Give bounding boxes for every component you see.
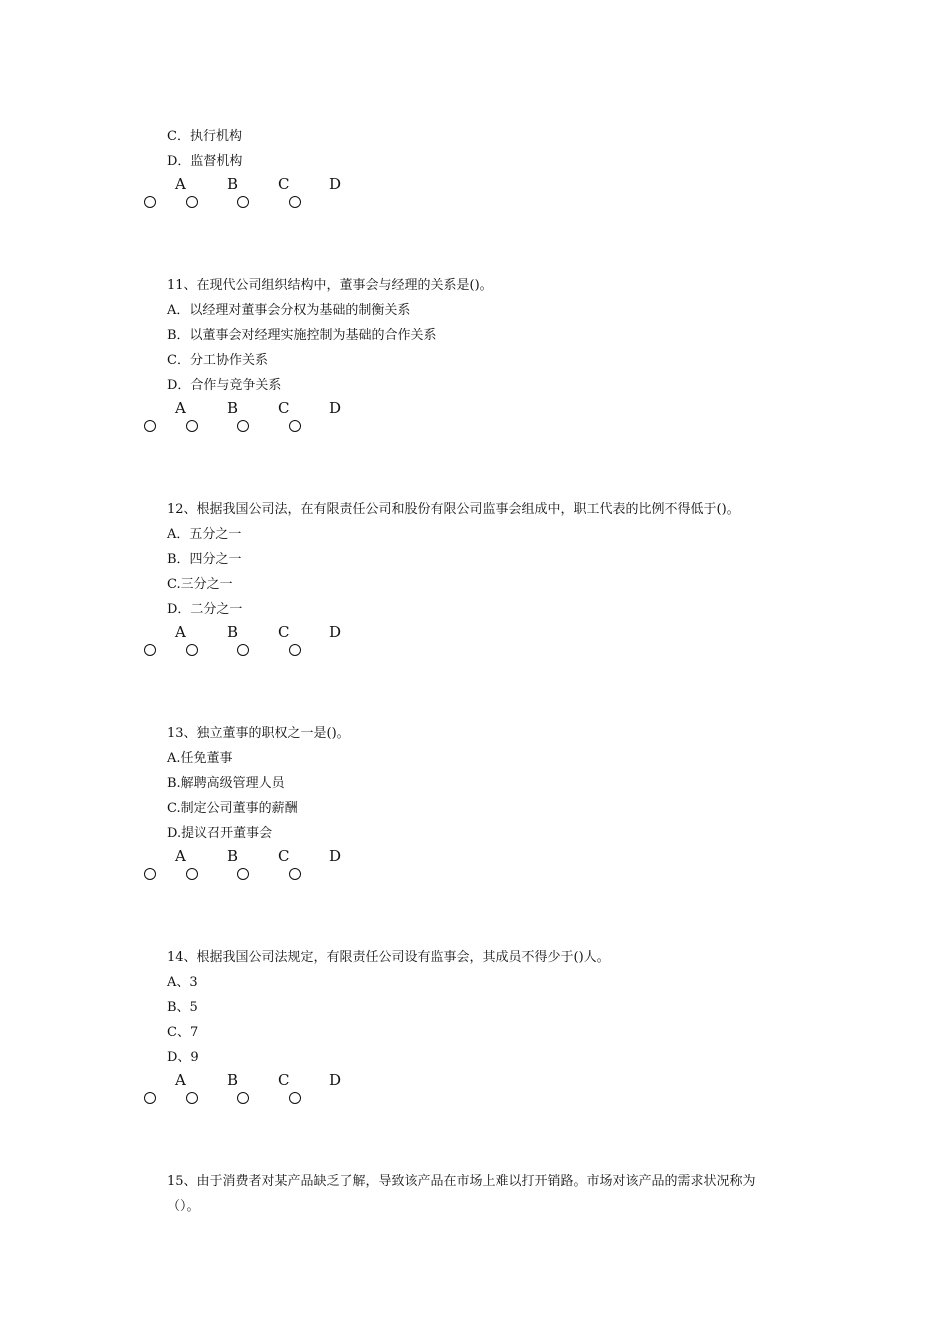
radio-b[interactable]	[186, 196, 198, 208]
option-c: C．执行机构	[167, 129, 242, 144]
answer-radios	[0, 196, 400, 212]
radio-a[interactable]	[144, 644, 156, 656]
question-title: 13、独立董事的职权之一是()。	[167, 726, 350, 741]
option-d: D．监督机构	[167, 154, 243, 169]
radio-c[interactable]	[237, 1092, 249, 1104]
answer-label-c: C	[278, 175, 290, 193]
answer-label-a: A	[175, 399, 186, 417]
option-a: A．以经理对董事会分权为基础的制衡关系	[167, 303, 411, 318]
answer-label-b: B	[227, 399, 239, 417]
radio-c[interactable]	[237, 868, 249, 880]
answer-label-b: B	[227, 623, 239, 641]
radio-b[interactable]	[186, 868, 198, 880]
answer-label-a: A	[175, 847, 186, 865]
radio-a[interactable]	[144, 868, 156, 880]
radio-b[interactable]	[186, 644, 198, 656]
answer-label-d: D	[329, 623, 342, 641]
option-b: B.解聘高级管理人员	[167, 776, 285, 791]
radio-a[interactable]	[144, 1092, 156, 1104]
option-c: C．分工协作关系	[167, 353, 268, 368]
answer-label-c: C	[278, 623, 290, 641]
question-title: 15、由于消费者对某产品缺乏了解，导致该产品在市场上难以打开销路。市场对该产品的需求状况称为	[167, 1174, 756, 1189]
option-b: B、5	[167, 1000, 198, 1015]
question-title: 11、在现代公司组织结构中，董事会与经理的关系是()。	[167, 278, 493, 293]
answer-label-a: A	[175, 1071, 186, 1089]
option-a: A、3	[167, 975, 198, 990]
radio-d[interactable]	[289, 420, 301, 432]
answer-radios	[0, 644, 400, 660]
option-a: A．五分之一	[167, 527, 242, 542]
answer-label-b: B	[227, 175, 239, 193]
option-c: C.制定公司董事的薪酬	[167, 801, 298, 816]
answer-label-c: C	[278, 399, 290, 417]
radio-b[interactable]	[186, 1092, 198, 1104]
answer-label-c: C	[278, 847, 290, 865]
answer-labels	[0, 399, 400, 419]
answer-label-c: C	[278, 1071, 290, 1089]
question-title: 14、根据我国公司法规定，有限责任公司设有监事会，其成员不得少于()人。	[167, 950, 610, 965]
option-d: D．二分之一	[167, 602, 243, 617]
radio-d[interactable]	[289, 644, 301, 656]
option-c: C.三分之一	[167, 577, 233, 592]
option-d: D、9	[167, 1050, 199, 1065]
option-d: D．合作与竞争关系	[167, 378, 282, 393]
answer-radios	[0, 868, 400, 884]
answer-labels	[0, 175, 400, 195]
answer-radios	[0, 1092, 400, 1108]
radio-a[interactable]	[144, 420, 156, 432]
answer-label-d: D	[329, 1071, 342, 1089]
question-title: 12、根据我国公司法，在有限责任公司和股份有限公司监事会组成中，职工代表的比例不得低于()。	[167, 502, 740, 517]
option-c: C、7	[167, 1025, 199, 1040]
question-title-continuation: （）。	[167, 1199, 200, 1214]
answer-label-a: A	[175, 175, 186, 193]
radio-a[interactable]	[144, 196, 156, 208]
radio-d[interactable]	[289, 196, 301, 208]
answer-label-b: B	[227, 847, 239, 865]
answer-label-b: B	[227, 1071, 239, 1089]
radio-d[interactable]	[289, 1092, 301, 1104]
radio-c[interactable]	[237, 420, 249, 432]
radio-b[interactable]	[186, 420, 198, 432]
answer-label-a: A	[175, 623, 186, 641]
option-a: A.任免董事	[167, 751, 233, 766]
option-d: D.提议召开董事会	[167, 826, 273, 841]
answer-radios	[0, 420, 400, 436]
radio-c[interactable]	[237, 196, 249, 208]
answer-labels	[0, 623, 400, 643]
answer-labels	[0, 847, 400, 867]
answer-label-d: D	[329, 847, 342, 865]
option-b: B．以董事会对经理实施控制为基础的合作关系	[167, 328, 437, 343]
radio-d[interactable]	[289, 868, 301, 880]
answer-label-d: D	[329, 175, 342, 193]
answer-label-d: D	[329, 399, 342, 417]
option-b: B．四分之一	[167, 552, 242, 567]
radio-c[interactable]	[237, 644, 249, 656]
answer-labels	[0, 1071, 400, 1091]
